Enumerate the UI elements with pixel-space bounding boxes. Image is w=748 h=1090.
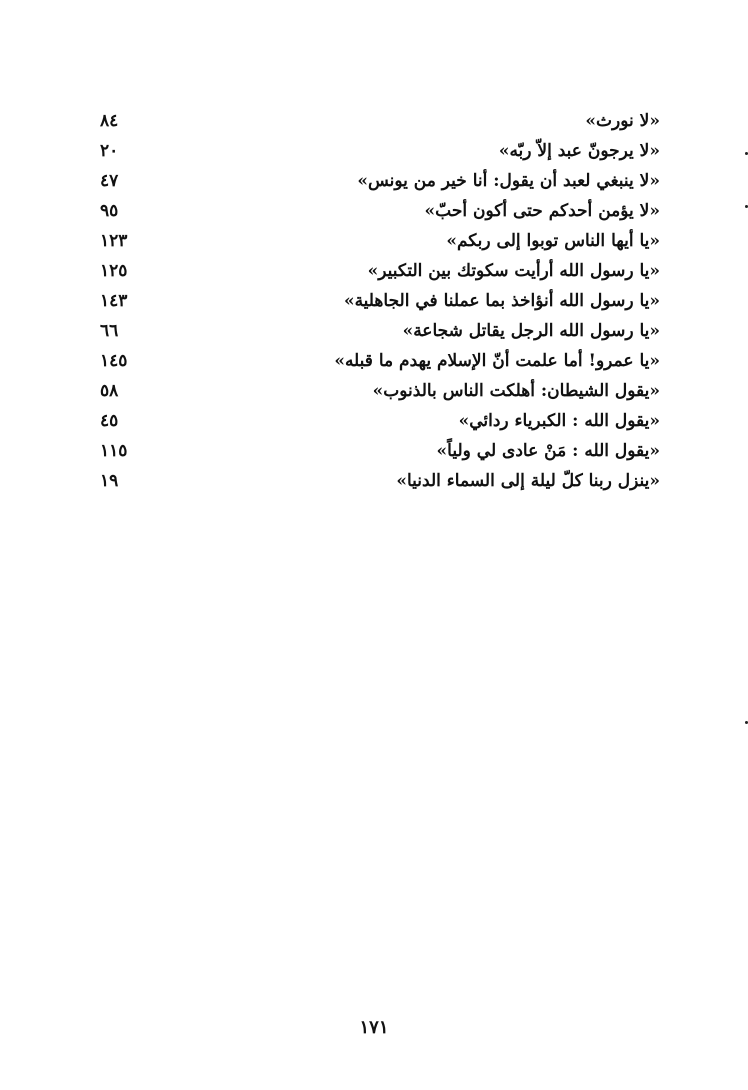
index-entry bbox=[100, 346, 660, 376]
entry-text: «يا رسول الله الرجل يقاتل شجاعة» bbox=[402, 321, 660, 341]
entry-page-number: ١٩ bbox=[100, 471, 119, 491]
entry-text: «لا يؤمن أحدكم حتى أكون أحبّ» bbox=[424, 201, 660, 221]
entry-page-number: ١٢٣ bbox=[100, 231, 128, 251]
index-entry bbox=[100, 436, 660, 466]
entry-text: «لا نورث» bbox=[585, 111, 660, 131]
entry-page-number: ٨٤ bbox=[100, 111, 119, 131]
index-entry bbox=[100, 226, 660, 256]
entry-text: «لا يرجونّ عبد إلاّ ربّه» bbox=[498, 141, 660, 161]
entry-text: «يا أيها الناس توبوا إلى ربكم» bbox=[446, 231, 660, 251]
entry-text: «يقول الله : مَنْ عادى لي ولياً» bbox=[436, 441, 660, 461]
index-entry bbox=[100, 406, 660, 436]
entry-page-number: ١٤٣ bbox=[100, 291, 128, 311]
entry-page-number: ١٤٥ bbox=[100, 351, 128, 371]
entry-text: «يا رسول الله أرأيت سكوتك بين التكبير» bbox=[367, 261, 660, 281]
index-entry bbox=[100, 376, 660, 406]
index-entry bbox=[100, 256, 660, 286]
index-entry bbox=[100, 136, 660, 166]
entry-page-number: ١٢٥ bbox=[100, 261, 128, 281]
entry-text: «يقول الشيطان: أهلكت الناس بالذنوب» bbox=[372, 381, 660, 401]
entry-page-number: ٩٥ bbox=[100, 201, 119, 221]
hadith-index-list bbox=[100, 106, 660, 496]
entry-page-number: ٤٥ bbox=[100, 411, 119, 431]
entry-text: «يا عمرو! أما علمت أنّ الإسلام يهدم ما قبله» bbox=[334, 351, 660, 371]
index-entry bbox=[100, 466, 660, 496]
entry-text: «لا ينبغي لعبد أن يقول: أنا خير من يونس» bbox=[357, 171, 660, 191]
index-entry bbox=[100, 106, 660, 136]
entry-page-number: ١١٥ bbox=[100, 441, 128, 461]
entry-page-number: ٢٠ bbox=[100, 141, 119, 161]
footer-page-number: ١٧١ bbox=[359, 1017, 389, 1038]
index-entry bbox=[100, 196, 660, 226]
entry-page-number: ٦٦ bbox=[100, 321, 119, 341]
entry-page-number: ٤٧ bbox=[100, 171, 119, 191]
entry-page-number: ٥٨ bbox=[100, 381, 119, 401]
index-entry bbox=[100, 166, 660, 196]
entry-text: «ينزل ربنا كلّ ليلة إلى السماء الدنيا» bbox=[396, 471, 660, 491]
index-entry bbox=[100, 316, 660, 346]
index-entry bbox=[100, 286, 660, 316]
entry-text: «يقول الله : الكبرياء ردائي» bbox=[458, 411, 660, 431]
entry-text: «يا رسول الله أنؤاخذ بما عملنا في الجاهلية» bbox=[343, 291, 660, 311]
